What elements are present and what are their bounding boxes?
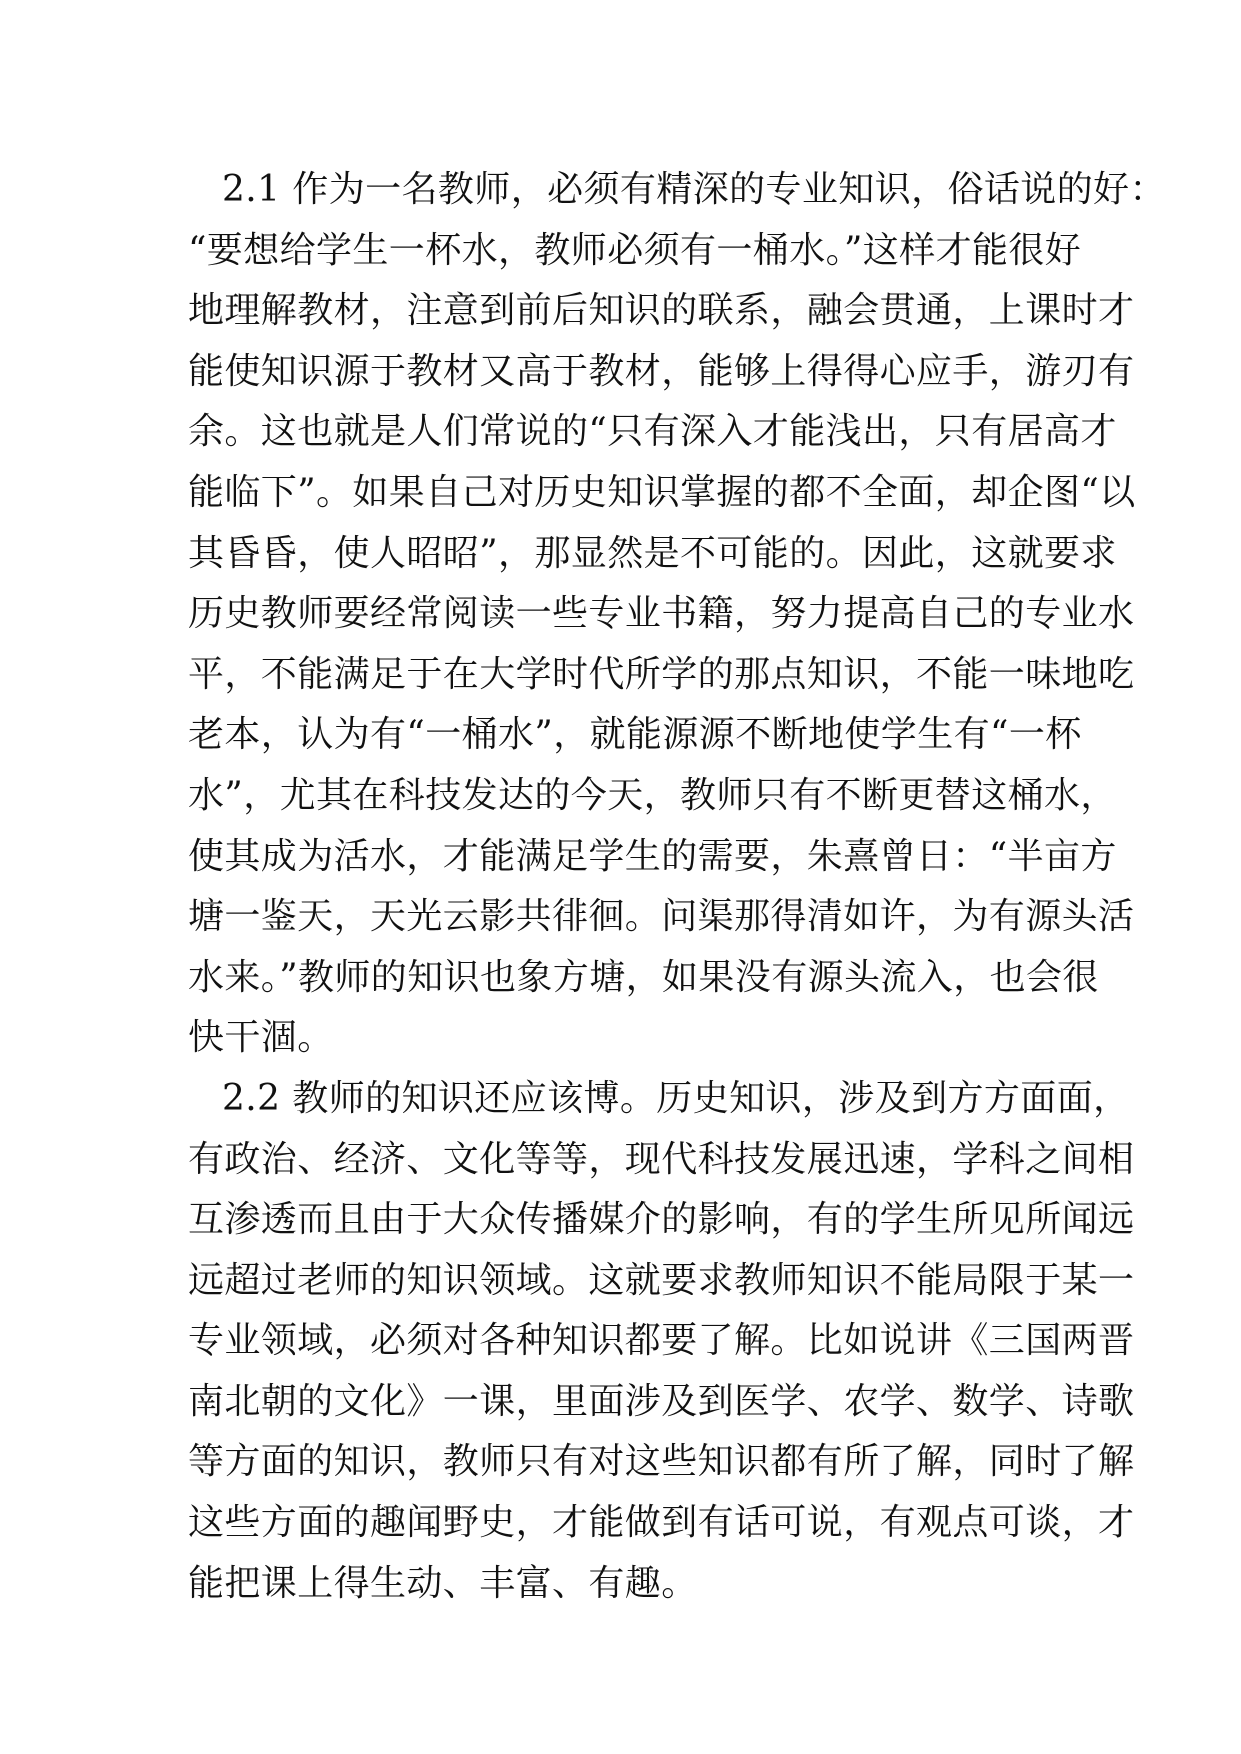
text-line: 南北朝的文化》一课，里面涉及到医学、农学、数学、诗歌 (188, 1380, 1135, 1422)
text-line: 远超过老师的知识领域。这就要求教师知识不能局限于某一 (188, 1259, 1135, 1301)
text-line: 老本，认为有“一桶水”，就能源源不断地使学生有“一杯 (188, 714, 1082, 756)
text-line: 这些方面的趣闻野史，才能做到有话可说，有观点可谈，才 (188, 1502, 1135, 1544)
text-line: 能使知识源于教材又高于教材，能够上得得心应手，游刃有 (188, 350, 1135, 392)
text-line: 地理解教材，注意到前后知识的联系，融会贯通，上课时才 (188, 290, 1135, 332)
text-line: 使其成为活水，才能满足学生的需要，朱熹曾日：“半亩方 (188, 835, 1117, 877)
text-line: 专业领域，必须对各种知识都要了解。比如说讲《三国两晋 (188, 1320, 1135, 1362)
text-line: 能把课上得生动、丰富、有趣。 (188, 1562, 698, 1604)
text-line: 2.2 教师的知识还应该博。历史知识，涉及到方方面面， (222, 1077, 1130, 1119)
document-body (188, 160, 1166, 1614)
text-line: 其昏昏，使人昭昭”，那显然是不可能的。因此，这就要求 (188, 532, 1117, 574)
text-line: 等方面的知识，教师只有对这些知识都有所了解，同时了解 (188, 1441, 1135, 1483)
text-line: 水来。”教师的知识也象方塘，如果没有源头流入，也会很 (188, 956, 1099, 998)
text-line: 水”，尤其在科技发达的今天，教师只有不断更替这桶水， (188, 774, 1117, 816)
text-line: 能临下”。如果自己对历史知识掌握的都不全面，却企图“以 (188, 471, 1136, 513)
text-line: 2.1 作为一名教师，必须有精深的专业知识，俗话说的好： (222, 169, 1166, 210)
text-line: 余。这也就是人们常说的“只有深入才能浅出，只有居高才 (188, 411, 1117, 453)
text-line: 互渗透而且由于大众传播媒介的影响，有的学生所见所闻远 (188, 1199, 1135, 1241)
text-line: 快干涸。 (188, 1017, 334, 1059)
text-line: “要想给学生一杯水，教师必须有一桶水。”这样才能很好 (188, 229, 1082, 271)
text-line: 有政治、经济、文化等等，现代科技发展迅速，学科之间相 (188, 1138, 1135, 1180)
text-line: 平，不能满足于在大学时代所学的那点知识，不能一味地吃 (188, 653, 1135, 695)
text-line: 历史教师要经常阅读一些专业书籍，努力提高自己的专业水 (188, 593, 1135, 635)
text-line: 塘一鉴天，天光云影共徘徊。问渠那得清如许，为有源头活 (188, 896, 1135, 938)
